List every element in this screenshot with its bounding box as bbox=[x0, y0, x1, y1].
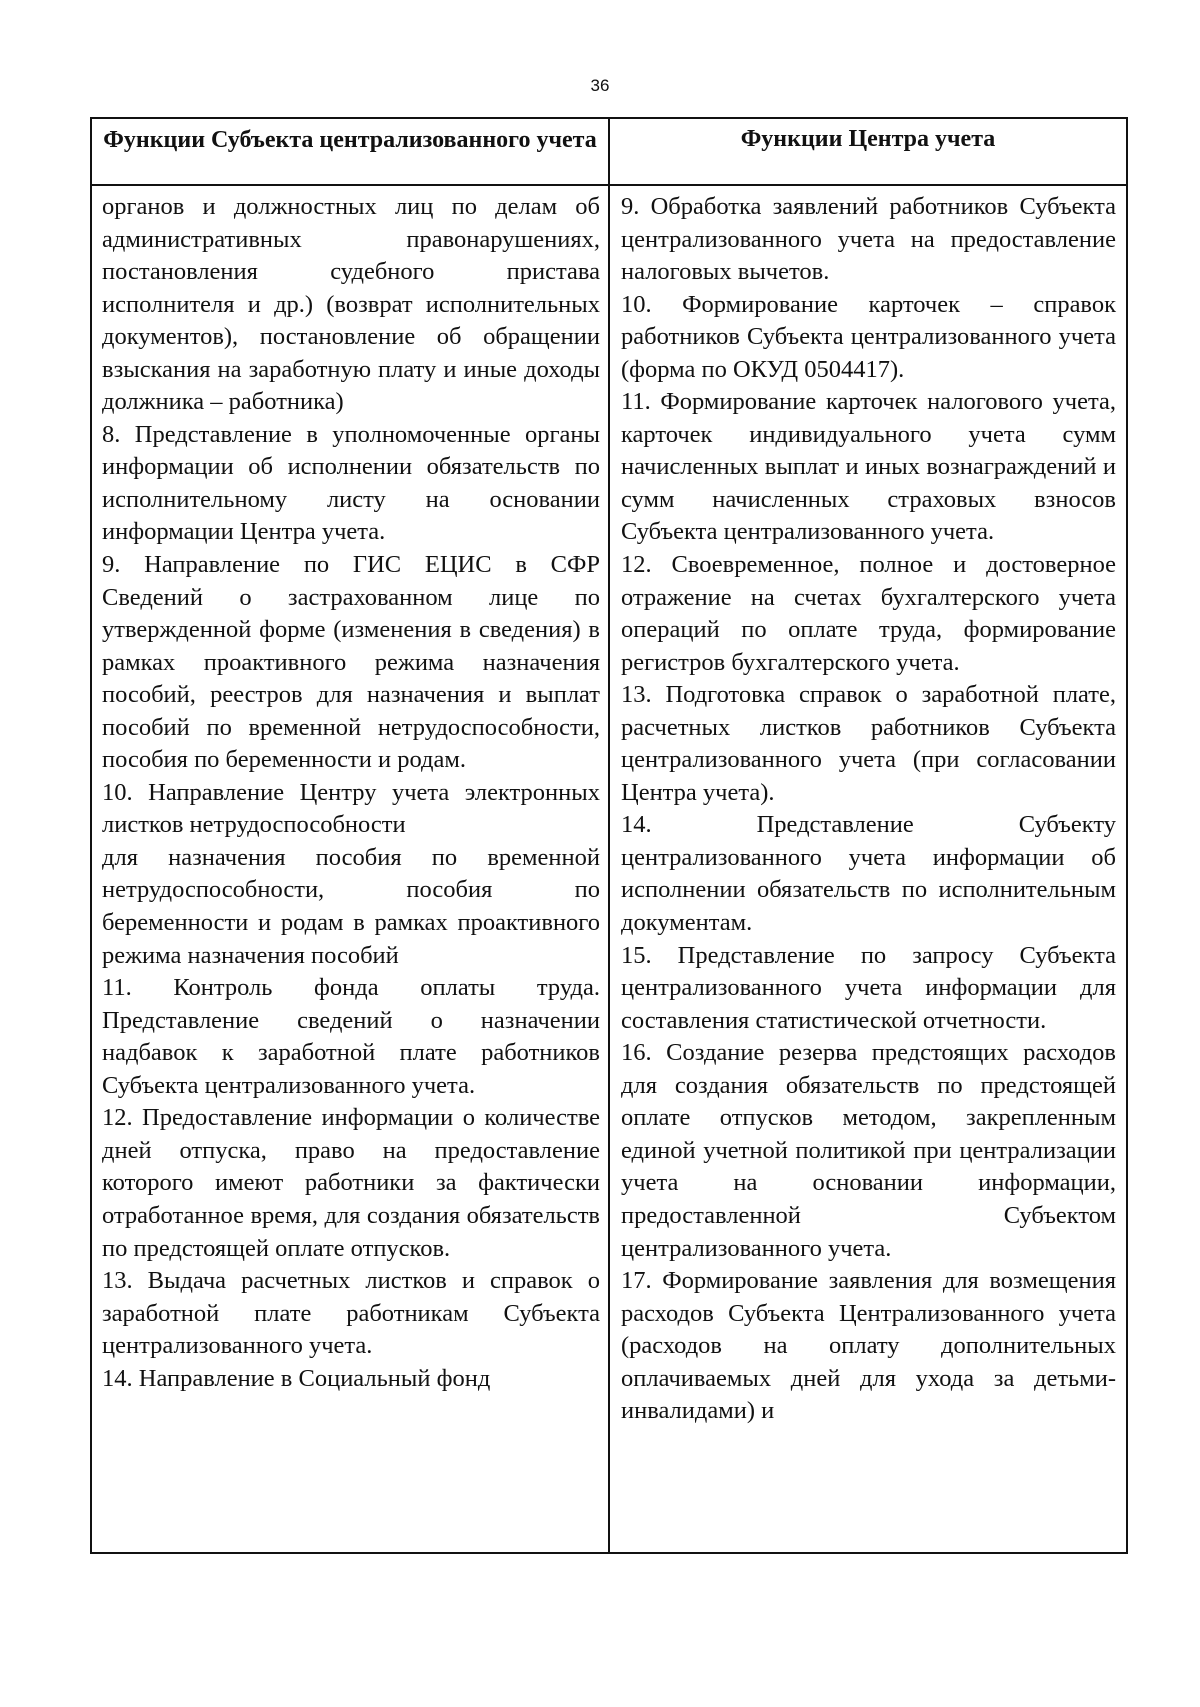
header-center-functions: Функции Центра учета bbox=[740, 126, 996, 152]
center-functions-column bbox=[610, 186, 1126, 1552]
subject-function-item: для назначения пособия по временной нетрудоспособности, пособия по беременности и родам в рамках проактивного режима назначения пособий bbox=[102, 843, 600, 969]
subject-function-item: 11. Контроль фонда оплаты труда. Представление сведений о назначении надбавок к заработной плате работников Субъекта централизованного учета. bbox=[102, 974, 600, 1099]
header-subject-functions: Функции Субъекта централизованного учета bbox=[92, 119, 610, 184]
table-header-row bbox=[92, 119, 1126, 186]
center-function-item: 14. Представление Субъекту централизованного учета информации об исполнении обязательств по исполнительным документам. bbox=[621, 811, 1116, 937]
subject-function-item: 10. Направление Центру учета электронных листков нетрудоспособности bbox=[102, 778, 600, 839]
subject-function-item: 8. Представление в уполномоченные органы информации об исполнении обязательств по исполнительному листу на основании информации Центра учета. bbox=[102, 420, 600, 546]
subject-functions-column bbox=[92, 186, 610, 1552]
functions-table bbox=[90, 117, 1128, 1554]
table-body-row bbox=[92, 186, 1126, 1552]
center-function-item: 10. Формирование карточек – справок работников Субъекта централизованного учета (форма по ОКУД 0504417). bbox=[621, 290, 1116, 383]
center-function-item: 13. Подготовка справок о заработной плате, расчетных листков работников Субъекта централизованного учета (при согласовании Центра учета). bbox=[621, 681, 1116, 806]
center-function-item: 17. Формирование заявления для возмещения расходов Субъекта Централизованного учета (расходов на оплату дополнительных оплачиваемых дней для ухода за детьми-инвалидами) и bbox=[621, 1267, 1116, 1425]
center-function-item: 16. Создание резерва предстоящих расходов для создания обязательств по предстоящей оплате отпусков методом, закрепленным единой учетной политикой при централизации учета на основании информации, предоставленной Субъектом централизованного учета. bbox=[621, 1039, 1116, 1262]
center-function-item: 12. Своевременное, полное и достоверное отражение на счетах бухгалтерского учета операций по оплате труда, формирование регистров бухгалтерского учета. bbox=[621, 551, 1116, 676]
center-function-item: 15. Представление по запросу Субъекта централизованного учета информации для составления статистической отчетности. bbox=[621, 941, 1116, 1034]
subject-function-item: 9. Направление по ГИС ЕЦИС в СФР Сведений о застрахованном лице по утвержденной форме (изменения в сведения) в рамках проактивного режима назначения пособий, реестров для назначения и выплат пособий по временной нетрудоспособности, пособия по беременности и родам. bbox=[102, 551, 600, 774]
subject-function-item: 12. Предоставление информации о количестве дней отпуска, право на предоставление которого имеют работники за фактически отработанное время, для создания обязательств по предстоящей оплате отпусков. bbox=[102, 1104, 600, 1262]
subject-function-item: 14. Направление в Социальный фонд bbox=[102, 1364, 491, 1392]
center-function-item: 9. Обработка заявлений работников Субъекта централизованного учета на предоставление налоговых вычетов. bbox=[621, 193, 1116, 286]
center-function-item: 11. Формирование карточек налогового учета, карточек индивидуального учета сумм начисленных выплат и иных вознаграждений и сумм начисленных страховых взносов Субъекта централизованного учета. bbox=[621, 388, 1116, 546]
page-number: 36 bbox=[590, 76, 610, 95]
subject-function-item: органов и должностных лиц по делам об административных правонарушениях, постановления судебного пристава исполнителя и др.) (возврат исполнительных документов), постановление об обращении взыскания на заработную плату и иные доходы должника – работника) bbox=[102, 193, 600, 416]
subject-function-item: 13. Выдача расчетных листков и справок о заработной плате работникам Субъекта централизованного учета. bbox=[102, 1267, 600, 1360]
